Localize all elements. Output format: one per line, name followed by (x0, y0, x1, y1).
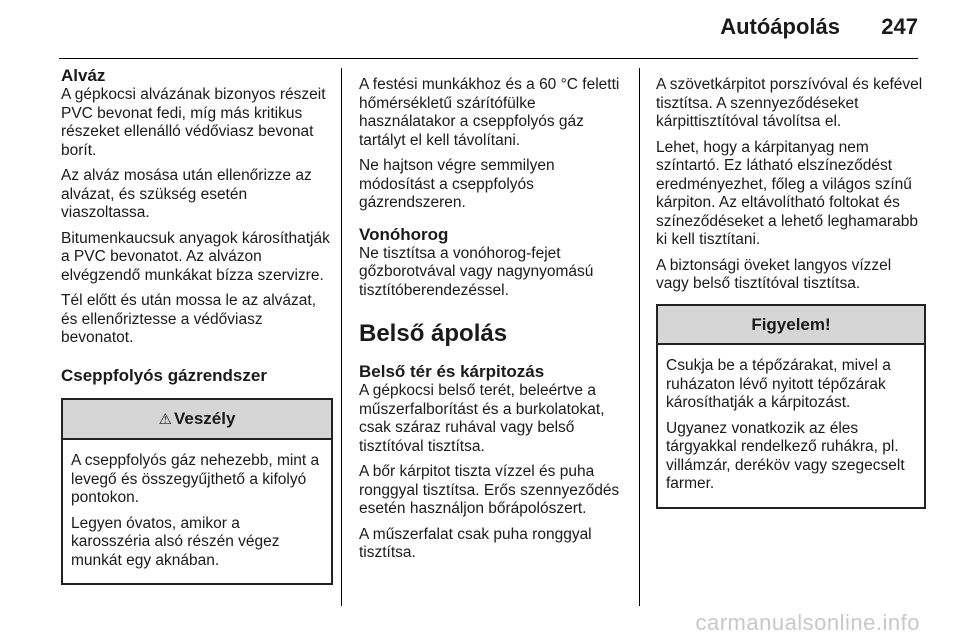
column-3 (656, 66, 926, 509)
header-rule (59, 58, 918, 59)
section-heading-gaz: Cseppfolyós gázrendszer (61, 365, 267, 385)
paragraph: A biztonsági öveket langyos vízzel vagy belső tisztítóval tisztítsa. (656, 256, 892, 292)
notice-box (656, 304, 926, 509)
watermark: carmanualsonline.info (695, 610, 920, 635)
paragraph: A festési munkákhoz és a 60 °C feletti hőmérsékletű szárítófülke használatakor a cseppfolyós gáz tartályt el kell távolítani. (359, 76, 620, 149)
paragraph: Tél előtt és után mossa le az alvázat, és ellenőriztesse a védőviasz bevonatot. (61, 292, 317, 346)
paragraph: Ne hajtson végre semmilyen módosítást a cseppfolyós gázrendszeren. (359, 157, 555, 211)
warning-triangle-icon: ⚠ (158, 410, 172, 428)
paragraph: Lehet, hogy a kárpitanyag nem színtartó. Ez látható elszíneződést eredményezhet, főleg a világos színű kárpiton. Az eltávolítható foltokat és színeződéseket a lehető leghamarabb ki kell tisztítani. (656, 138, 918, 248)
column-2 (359, 66, 629, 570)
notice-box-title: Figyelem! (658, 306, 924, 346)
column-divider (341, 68, 342, 606)
paragraph: A szövetkárpitot porszívóval és kefével tisztítsa. A szennyeződéseket kárpittisztítóval távolítsa el. (656, 76, 923, 130)
danger-box (61, 398, 333, 586)
danger-box-title: Veszély (174, 408, 236, 428)
paragraph: Bitumenkaucsuk anyagok károsíthatják a PVC bevonatot. Az alvázon elvégzendő munkákat bízza szervizre. (61, 229, 330, 284)
paragraph: Csukja be a tépőzárakat, mivel a ruházaton lévő nyitott tépőzárak károsíthatják a kárpitozást. (666, 357, 891, 411)
notice-box-body (658, 345, 924, 507)
danger-box-body (63, 440, 331, 583)
danger-box-header (63, 400, 331, 441)
paragraph: A gépkocsi alvázának bizonyos részeit PVC bevonat fedi, míg más kritikus részeket ellenálló védőviasz bevonat borít. (61, 86, 326, 159)
paragraph: A bőr kárpitot tiszta vízzel és puha ronggyal tisztítsa. Erős szennyeződés esetén használjon bőrápolószert. (359, 463, 620, 517)
paragraph: Ne tisztítsa a vonóhorog-fejet gőzborotvával vagy nagynyomású tisztítóberendezéssel. (359, 244, 594, 299)
column-divider (639, 68, 640, 606)
section-heading-vonohorog: Vonóhorog (359, 224, 449, 244)
column-1 (61, 66, 333, 585)
paragraph: A gépkocsi belső terét, beleértve a műszerfalborítást és a burkolatokat, csak száraz ruhával vagy belső tisztítóval tisztítsa. (359, 382, 605, 455)
section-heading-belso-apolas: Belső ápolás (359, 320, 508, 347)
paragraph: A műszerfalat csak puha ronggyal tisztítsa. (359, 525, 592, 561)
section-heading-alvaz: Alváz (61, 66, 106, 85)
paragraph: Ugyanez vonatkozik az éles tárgyakkal rendelkező ruhákra, pl. villámzár, deréköv vagy szegecselt farmer. (666, 419, 905, 492)
paragraph: A cseppfolyós gáz nehezebb, mint a levegő és összegyűjthető a kifolyó pontokon. (71, 452, 320, 506)
paragraph: Az alváz mosása után ellenőrizze az alvázat, és szükség esetén viaszoltassa. (61, 167, 312, 221)
page-number: 247 (881, 14, 918, 39)
section-heading-belso-ter: Belső tér és kárpitozás (359, 362, 545, 381)
paragraph: Legyen óvatos, amikor a karosszéria alsó részén végez munkát egy aknában. (71, 514, 280, 569)
page-title: Autóápolás (720, 14, 840, 39)
